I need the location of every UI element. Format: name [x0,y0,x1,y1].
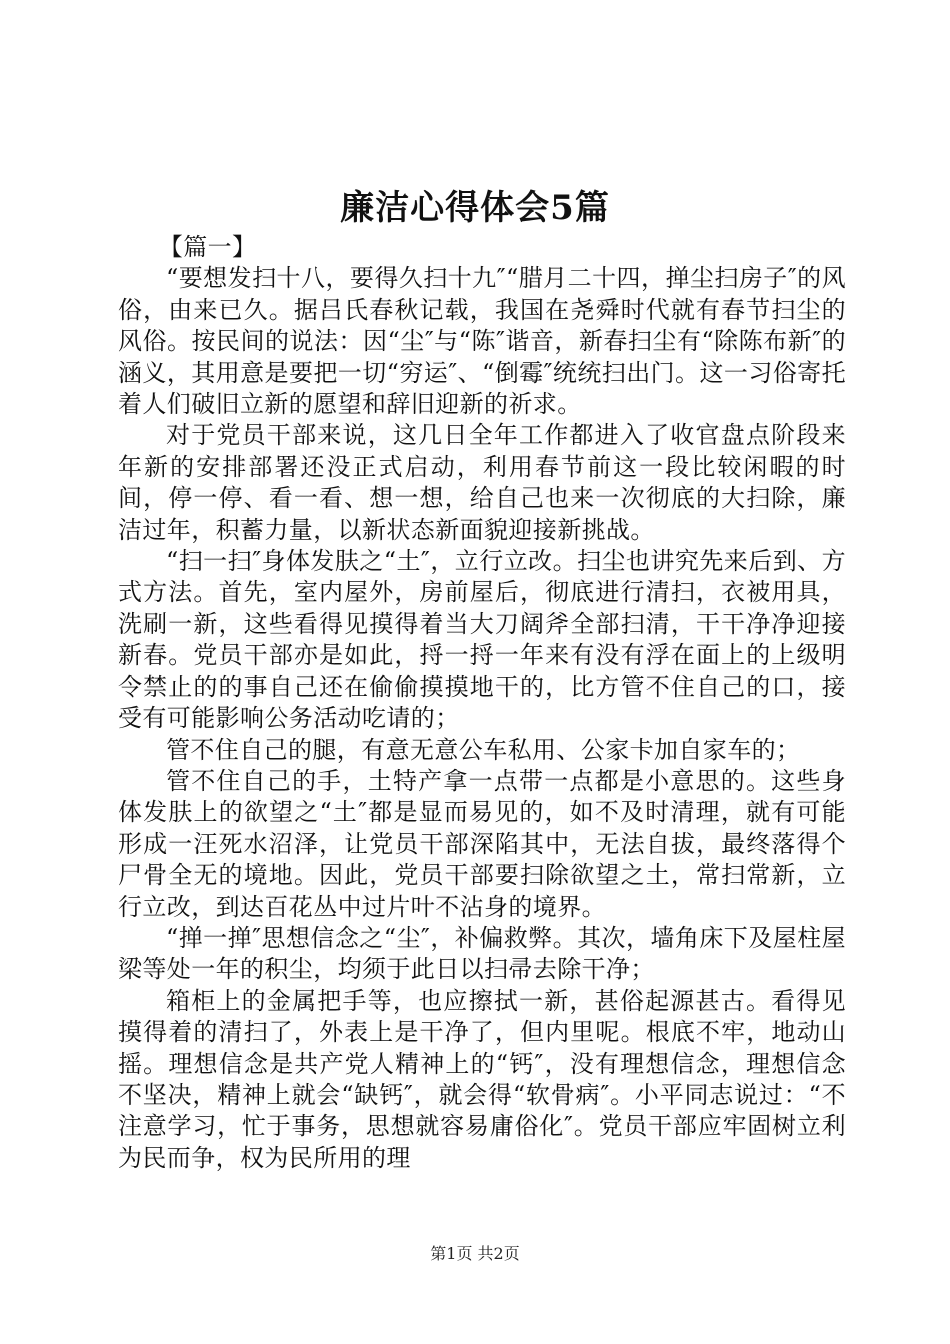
body-paragraph: “扫一扫″身体发肤之“土″，立行立改。扫尘也讲究先来后到、方式方法。首先，室内屋外，房前屋后，彻底进行清扫，衣被用具，洗刷一新，这些看得见摸得着当大刀阔斧全部扫清，干干净净迎接新春。党员干部亦是如此，捋一捋一年来有没有浮在面上的上级明令禁止的的事自己还在偷偷摸摸地干的，比方管不住自己的口，接受有可能影响公务活动吃请的； [118,547,846,733]
page-footer: 第1页 共2页 [430,1244,520,1263]
body-paragraph: “掸一掸″思想信念之“尘″，补偏救弊。其次，墙角床下及屋柱屋梁等处一年的积尘，均须于此日以扫帚去除干净； [118,923,846,984]
body-paragraph: 箱柜上的金属把手等，也应擦拭一新，甚俗起源甚古。看得见摸得着的清扫了，外表上是干净了，但内里呢。根底不牢，地动山摇。理想信念是共产党人精神上的“钙″，没有理想信念，理想信念不坚决，精神上就会“缺钙″，就会得“软骨病″。小平同志说过：“不注意学习，忙于事务，思想就容易庸俗化″。党员干部应牢固树立利为民而争，权为民所用的理 [118,986,846,1172]
body-paragraph: 对于党员干部来说，这几日全年工作都进入了收官盘点阶段来年新的安排部署还没正式启动，利用春节前这一段比较闲暇的时间，停一停、看一看、想一想，给自己也来一次彻底的大扫除，廉洁过年，积蓄力量，以新状态新面貌迎接新挑战。 [118,421,846,544]
body-paragraph: 管不住自己的手，土特产拿一点带一点都是小意思的。这些身体发肤上的欲望之“土″都是显而易见的，如不及时清理，就有可能形成一汪死水沼泽，让党员干部深陷其中，无法自拔，最终落得个尸骨全无的境地。因此，党员干部要扫除欲望之土，常扫常新，立行立改，到达百花丛中过片叶不沾身的境界。 [118,766,846,921]
document-body [118,232,846,1174]
body-paragraph: “要想发扫十八，要得久扫十九″“腊月二十四，掸尘扫房子″的风俗，由来已久。据吕氏春秋记载，我国在尧舜时代就有春节扫尘的风俗。按民间的说法：因“尘″与“陈″谐音，新春扫尘有“除陈布新″的涵义，其用意是要把一切“穷运″、“倒霉″统统扫出门。这一习俗寄托着人们破旧立新的愿望和辞旧迎新的祈求。 [118,264,846,419]
body-paragraph: 管不住自己的腿，有意无意公车私用、公家卡加自家车的； [166,735,801,764]
document-title: 廉洁心得体会5篇 [340,188,610,228]
section-heading: 【篇一】 [158,233,257,261]
